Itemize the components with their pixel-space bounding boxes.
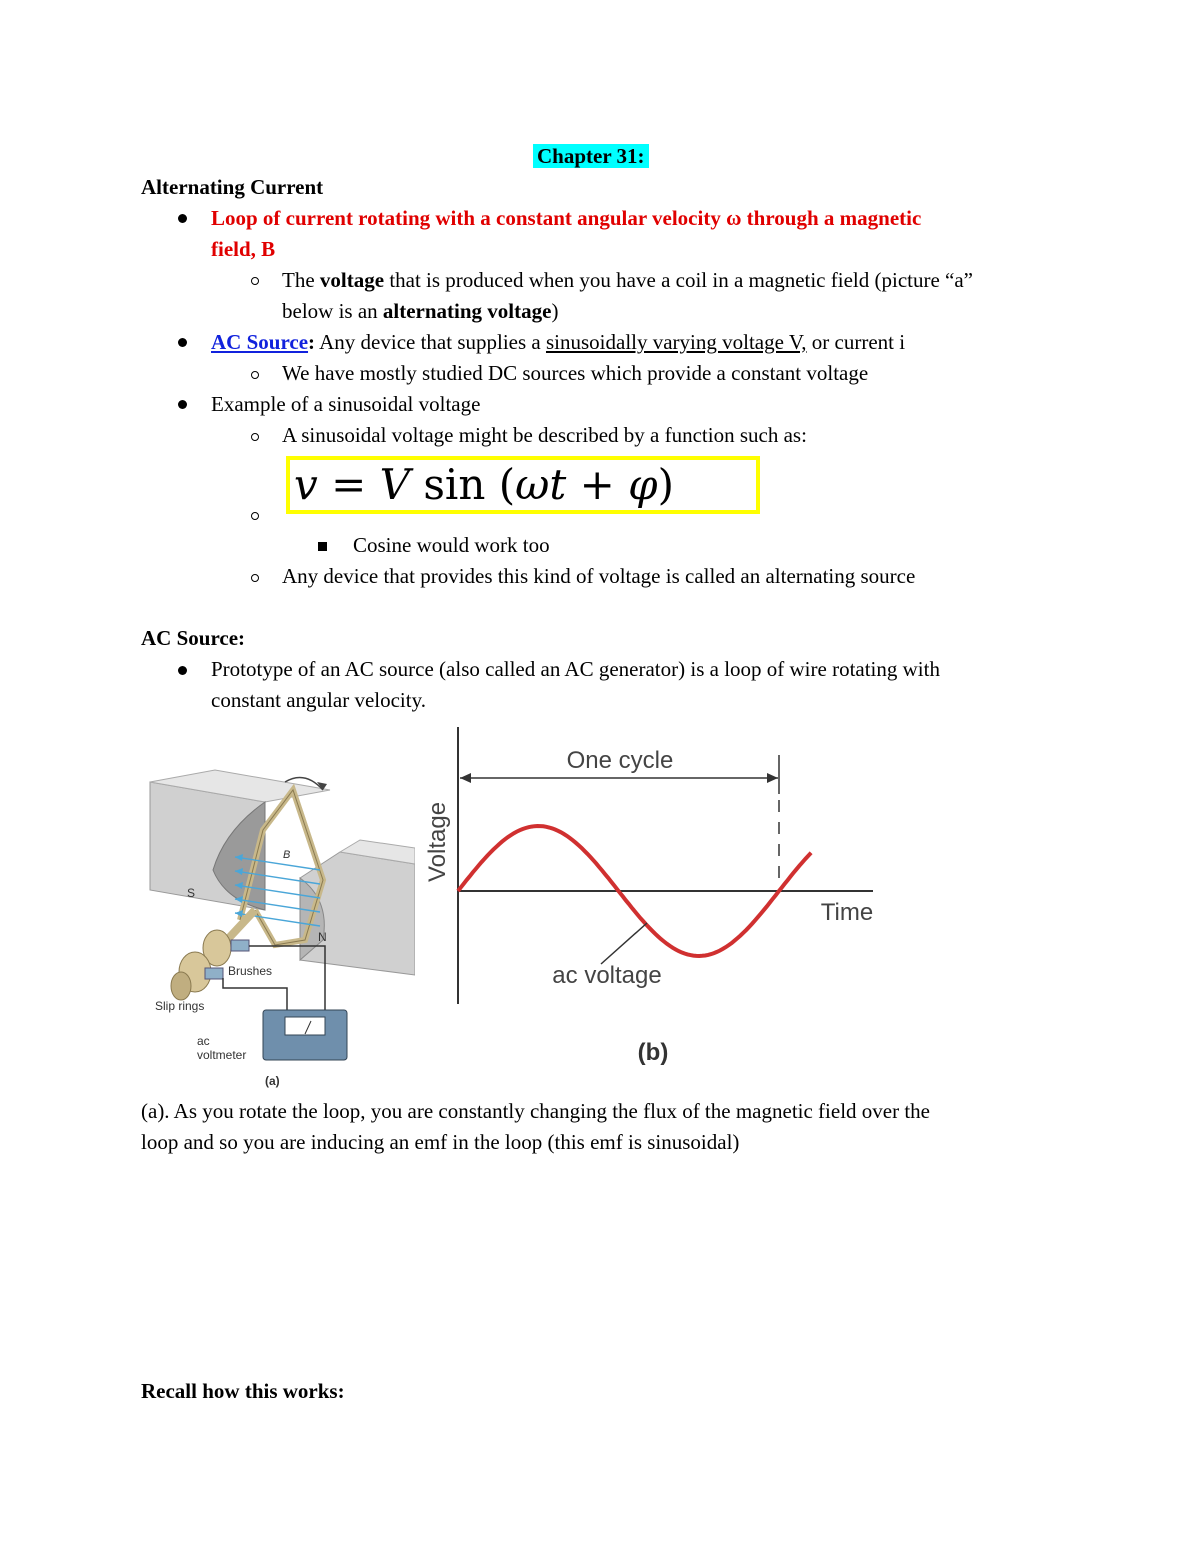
sub-bullet-icon <box>251 433 259 441</box>
label-n: N <box>318 930 327 944</box>
text-span: Any device that supplies a <box>315 330 546 354</box>
formula-equals: = <box>317 460 380 509</box>
section-heading-ac-source: AC Source: <box>141 626 246 650</box>
underlined-phrase: sinusoidally varying voltage V, <box>545 330 807 354</box>
voltmeter-dial <box>285 1017 325 1035</box>
text-span: ) <box>551 299 559 323</box>
label-brushes: Brushes <box>228 964 273 978</box>
bullet-4-line-1: Prototype of an AC source (also called an AC generator) is a loop of wire rotating with <box>211 657 940 681</box>
figure-b-caption: (b) <box>637 1039 669 1066</box>
text-span: below is an <box>282 299 383 323</box>
bullet-2 <box>211 327 905 358</box>
figure-a-caption: (a) <box>265 1074 280 1088</box>
ac-source-link[interactable]: AC Source <box>211 330 309 354</box>
label-b: B <box>283 849 291 861</box>
y-axis-label: Voltage <box>424 801 451 883</box>
formula-v: v <box>294 460 318 509</box>
bullet-icon <box>178 400 187 409</box>
bullet-1-line-1: Loop of current rotating with a constant angular velocity ω through a magnetic <box>211 206 922 230</box>
ac-generator-figure <box>145 760 415 1093</box>
sub-bullet-icon <box>251 371 259 379</box>
formula-box <box>286 456 760 514</box>
sub-bullet-icon <box>251 277 259 285</box>
sub-bullet-2: We have mostly studied DC sources which provide a constant voltage <box>282 361 869 385</box>
sub-bullet-4: Any device that provides this kind of voltage is called an alternating source <box>282 564 916 588</box>
chapter-title: Chapter 31: <box>533 141 649 172</box>
bullet-icon <box>178 338 187 347</box>
bullet-icon <box>178 214 187 223</box>
text-span: The <box>282 268 320 292</box>
text-span: that is produced when you have a coil in a magnetic field (picture “a” <box>384 268 973 292</box>
sub-bullet-3: A sinusoidal voltage might be described by a function such as: <box>282 423 807 447</box>
section-heading-recall: Recall how this works: <box>141 1379 345 1403</box>
figure-caption-line-1: (a). As you rotate the loop, you are constantly changing the flux of the magnetic field over the <box>141 1099 931 1123</box>
sub-sub-bullet-icon <box>318 542 327 551</box>
formula-V: V <box>379 460 410 509</box>
label-voltmeter: voltmeter <box>197 1048 247 1062</box>
label-s: S <box>187 886 196 900</box>
bold-term-alternating-voltage: alternating voltage <box>382 299 552 323</box>
figure-caption-line-2: loop and so you are inducing an emf in the loop (this emf is sinusoidal) <box>141 1130 740 1154</box>
x-axis-label: Time <box>820 899 874 926</box>
brush-1 <box>231 940 249 951</box>
sub-bullet-icon <box>251 512 259 520</box>
formula-omega-t: ωt <box>515 460 567 509</box>
formula-sin: sin ( <box>409 460 516 509</box>
wire-2 <box>223 978 287 1015</box>
section-heading-alternating-current: Alternating Current <box>141 175 324 199</box>
one-cycle-label: One cycle <box>566 747 674 774</box>
formula-plus: + <box>566 460 629 509</box>
label-ac: ac <box>197 1034 210 1048</box>
arrow-left-icon <box>460 773 471 783</box>
sub-bullet-1-line-2 <box>282 296 558 327</box>
bullet-1-line-2: field, B <box>211 237 276 261</box>
text-span: : <box>308 330 316 354</box>
ac-voltage-label: ac voltage <box>552 962 662 989</box>
shaft-end <box>171 972 191 1000</box>
bold-term-voltage: voltage <box>319 268 385 292</box>
bullet-3: Example of a sinusoidal voltage <box>211 392 481 416</box>
ac-voltage-pointer <box>601 923 647 964</box>
sub-sub-bullet-cosine: Cosine would work too <box>353 533 550 557</box>
arrow-right-icon <box>767 773 778 783</box>
formula-phi: φ <box>628 460 658 509</box>
bullet-4-line-2: constant angular velocity. <box>211 688 426 712</box>
ac-voltage-chart <box>415 722 885 1067</box>
formula-close-paren: ) <box>657 460 674 509</box>
brush-2 <box>205 968 223 979</box>
text-span: or current i <box>806 330 906 354</box>
label-slip-rings: Slip rings <box>155 999 205 1013</box>
bullet-icon <box>178 666 187 675</box>
sub-bullet-icon <box>251 574 259 582</box>
sub-bullet-1-line-1 <box>282 265 973 296</box>
